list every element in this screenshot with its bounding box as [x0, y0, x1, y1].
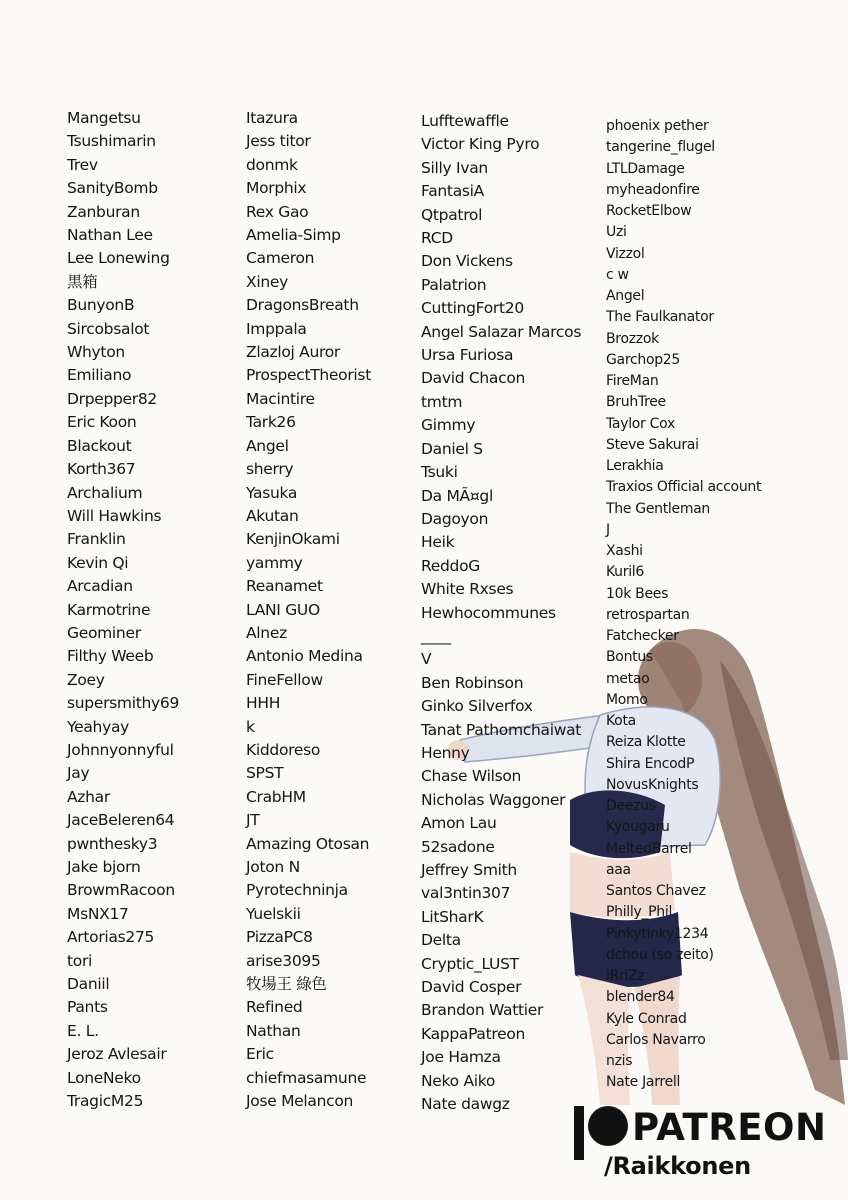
supporter-name: c w	[606, 266, 629, 283]
supporter-name: Traxios Official account	[606, 479, 762, 496]
supporter-name: J	[606, 521, 610, 538]
supporter-name: val3ntin307	[421, 884, 511, 903]
supporter-name: Jeffrey Smith	[421, 861, 517, 879]
supporter-name: Ben Robinson	[421, 673, 524, 692]
supporter-name: ProspectTheorist	[246, 366, 371, 385]
supporter-name: Lerakhia	[606, 458, 664, 474]
supporter-name: Daniel S	[421, 439, 483, 458]
supporter-name: Daniil	[67, 975, 110, 994]
supporter-name: Sircobsalot	[67, 319, 150, 338]
supporter-name: Tark26	[246, 413, 296, 432]
supporter-name: LitSharK	[421, 907, 484, 926]
supporter-name: LTLDamage	[606, 160, 685, 177]
supporter-name: Henny	[421, 743, 470, 762]
supporter-name: SPST	[246, 764, 284, 783]
supporter-name: Pyrotechninja	[246, 881, 348, 900]
supporter-name: Amazing Otosan	[246, 834, 370, 853]
supporter-name: DragonsBreath	[246, 296, 359, 315]
supporter-name: Nate dawgz	[421, 1095, 510, 1114]
supporter-name: Reiza Klotte	[606, 734, 686, 751]
supporter-name: MeltedBarrel	[606, 840, 692, 857]
supporter-name: Trev	[67, 155, 98, 174]
patreon-brand	[572, 1102, 832, 1192]
supporter-name: supersmithy69	[67, 694, 180, 713]
supporter-name: Angel	[246, 436, 289, 455]
supporter-name: Yasuka	[246, 483, 298, 502]
supporter-name: nzis	[606, 1053, 633, 1069]
supporter-name: Taylor Cox	[606, 415, 675, 432]
supporter-name: Gimmy	[421, 416, 476, 435]
supporter-name: Cameron	[246, 249, 315, 268]
supporter-name: Karmotrine	[67, 600, 151, 619]
supporter-name: 10k Bees	[606, 585, 669, 602]
supporter-name: Kiddoreso	[246, 740, 321, 759]
supporter-name: Chase Wilson	[421, 767, 522, 786]
supporter-name: Rex Gao	[246, 202, 309, 221]
supporter-name: aaa	[606, 861, 631, 878]
supporter-name: Alnez	[246, 623, 287, 642]
supporter-name: Kuril6	[606, 564, 644, 581]
supporter-name: Da MÃ¤gl	[421, 486, 493, 505]
supporter-name: myheadonfire	[606, 181, 700, 198]
supporter-name: TragicM25	[67, 1092, 144, 1111]
supporter-name: Morphix	[246, 179, 307, 198]
supporter-name: Amon Lau	[421, 814, 497, 833]
supporter-name: JaceBeleren64	[67, 811, 175, 830]
supporter-name: Kyle Conrad	[606, 1010, 687, 1027]
supporter-name: dchou (so zeito)	[606, 946, 714, 963]
supporter-name: Itazura	[246, 109, 298, 127]
supporter-name: iRriZz	[606, 968, 645, 984]
supporter-name: CrabHM	[246, 787, 306, 806]
supporter-name: Amelia-Simp	[246, 226, 341, 245]
supporter-name: Yuelskii	[246, 904, 301, 923]
supporter-name: Xashi	[606, 543, 643, 559]
supporter-name: White Rxses	[421, 580, 514, 599]
supporter-name: JT	[246, 811, 260, 830]
supporter-name: PizzaPC8	[246, 928, 313, 947]
supporter-name: Jake bjorn	[67, 858, 141, 876]
supporter-name: Eric	[246, 1045, 274, 1064]
supporter-name: Drpepper82	[67, 389, 157, 408]
supporter-name: The Faulkanator	[606, 309, 714, 326]
supporter-name: k	[246, 717, 255, 736]
supporter-name: Tsushimarin	[67, 132, 156, 151]
supporter-name: Deezus	[606, 798, 656, 814]
supporter-name: tangerine_flugel	[606, 139, 715, 156]
supporter-name: Philly_Phil	[606, 904, 673, 921]
supporter-column-2	[246, 107, 371, 1113]
supporter-name: Bontus	[606, 649, 653, 666]
supporter-name: Archalium	[67, 483, 143, 502]
supporter-name: Will Hawkins	[67, 506, 162, 525]
supporter-name: KenjinOkami	[246, 530, 340, 549]
supporter-name: NovusKnights	[606, 776, 699, 793]
supporter-name: The Gentleman	[606, 500, 711, 517]
supporter-name: Victor King Pyro	[421, 135, 540, 154]
supporter-name: Cryptic_LUST	[421, 954, 519, 973]
supporter-name: Artorias275	[67, 928, 155, 947]
supporter-name: BunyonB	[67, 296, 135, 315]
supporter-name: blender84	[606, 989, 675, 1006]
supporter-name: chiefmasamune	[246, 1068, 367, 1087]
supporter-name: Emiliano	[67, 366, 132, 385]
supporter-name: Pants	[67, 998, 108, 1017]
supporter-column-3	[421, 110, 581, 1116]
supporter-name: Shira EncodP	[606, 755, 695, 772]
supporter-name: Johnnyonnyful	[67, 740, 174, 759]
supporter-name: Jeroz Avlesair	[67, 1045, 167, 1064]
supporter-name: Brandon Wattier	[421, 1001, 544, 1020]
supporter-name: Qtpatrol	[421, 205, 483, 224]
supporter-column-1	[67, 107, 179, 1113]
supporter-name: Delta	[421, 931, 461, 950]
brand-handle: /Raikkonen	[604, 1152, 751, 1180]
supporter-name: FineFellow	[246, 670, 323, 689]
supporter-name: Filthy Weeb	[67, 647, 154, 666]
supporter-name: Palatrion	[421, 275, 487, 294]
supporter-name: Zoey	[67, 670, 105, 689]
supporter-name: Imppala	[246, 319, 307, 338]
supporter-name: KappaPatreon	[421, 1024, 526, 1043]
supporter-name: Jose Melancon	[246, 1092, 354, 1111]
supporter-name: Eric Koon	[67, 413, 137, 432]
supporter-name: David Cosper	[421, 978, 522, 997]
supporter-name: Joe Hamza	[421, 1048, 501, 1067]
supporter-name: Heik	[421, 533, 455, 552]
supporter-name: Azhar	[67, 787, 110, 806]
supporter-name: Pinkytinky1234	[606, 925, 709, 942]
supporter-name: phoenix pether	[606, 118, 709, 134]
supporter-name: sherry	[246, 460, 294, 479]
supporter-name: Carlos Navarro	[606, 1031, 706, 1048]
supporter-name: Nate Jarrell	[606, 1074, 681, 1091]
supporter-name: Blackout	[67, 436, 132, 455]
supporter-name: arise3095	[246, 951, 321, 970]
supporter-name: tmtm	[421, 392, 463, 411]
supporter-name: Korth367	[67, 460, 136, 479]
supporter-name: Silly Ivan	[421, 158, 488, 177]
supporter-name: Don Vickens	[421, 252, 513, 271]
brand-name: PATREON	[632, 1106, 827, 1149]
supporter-name: Ursa Furiosa	[421, 346, 514, 365]
supporter-name: Kyougaru	[606, 819, 670, 836]
supporter-name: Brozzok	[606, 330, 659, 347]
supporter-name: V	[421, 650, 432, 669]
supporter-name: Zlazloj Auror	[246, 343, 340, 362]
supporter-name: Uzi	[606, 224, 627, 241]
supporter-name: BruhTree	[606, 394, 666, 411]
supporter-name: retrospartan	[606, 606, 690, 623]
supporter-name: Macintire	[246, 389, 315, 408]
supporter-name: FantasiA	[421, 182, 484, 201]
supporter-name: pwnthesky3	[67, 834, 158, 853]
supporter-name: Geominer	[67, 623, 141, 642]
supporter-name: David Chacon	[421, 369, 526, 388]
supporter-name: Yeahyay	[67, 717, 130, 736]
supporter-name: Lee Lonewing	[67, 249, 170, 268]
supporter-name: FireMan	[606, 373, 659, 389]
supporter-name: Mangetsu	[67, 109, 141, 127]
supporter-name: Nathan	[246, 1021, 301, 1040]
supporter-name: Vizzol	[606, 245, 645, 262]
supporter-name: Franklin	[67, 530, 126, 549]
supporter-name: Dagoyon	[421, 509, 489, 528]
supporter-name: 牧場王 綠色	[246, 975, 327, 994]
supporter-name: LANI GUO	[246, 600, 320, 619]
supporter-name: ReddoG	[421, 556, 480, 575]
supporter-name: Garchop25	[606, 351, 681, 368]
supporter-name: MsNX17	[67, 904, 129, 923]
supporter-name: Angel	[606, 288, 645, 304]
supporter-name: Refined	[246, 998, 303, 1017]
supporter-name: Nicholas Waggoner	[421, 790, 566, 809]
supporter-name: ____	[421, 626, 451, 645]
supporter-name: CuttingFort20	[421, 299, 524, 318]
supporter-name: Tanat Pathomchaiwat	[421, 720, 582, 739]
supporter-name: 黒箱	[67, 272, 98, 291]
supporter-name: Antonio Medina	[246, 647, 363, 666]
supporter-name: Zanburan	[67, 202, 140, 221]
supporter-name: Nathan Lee	[67, 226, 153, 245]
supporter-name: Kevin Qi	[67, 553, 129, 572]
supporter-name: tori	[67, 951, 93, 970]
supporter-name: Steve Sakurai	[606, 436, 699, 453]
supporter-name: 52sadone	[421, 837, 495, 856]
supporter-name: Kota	[606, 713, 636, 729]
supporter-name: Momo	[606, 691, 648, 708]
supporter-name: Xiney	[246, 272, 288, 291]
supporter-name: Whyton	[67, 343, 125, 362]
supporter-name: Santos Chavez	[606, 883, 706, 899]
supporter-name: donmk	[246, 155, 298, 174]
supporter-name: Angel Salazar Marcos	[421, 322, 582, 341]
supporter-name: RCD	[421, 229, 453, 248]
supporter-name: metao	[606, 670, 650, 687]
supporter-name: Jay	[67, 764, 90, 783]
supporter-name: Neko Aiko	[421, 1071, 496, 1090]
supporter-name: Reanamet	[246, 577, 323, 596]
supporter-name: E. L.	[67, 1021, 99, 1040]
supporter-name: Ginko Silverfox	[421, 697, 533, 716]
supporter-name: Jess titor	[246, 132, 311, 151]
supporter-name: SanityBomb	[67, 179, 158, 198]
supporter-name: Fatchecker	[606, 628, 679, 644]
supporter-name: HHH	[246, 694, 281, 713]
supporter-name: RocketElbow	[606, 203, 692, 219]
supporter-name: Akutan	[246, 506, 299, 525]
supporter-name: Joton N	[246, 858, 300, 876]
supporter-name: LoneNeko	[67, 1068, 141, 1087]
supporter-name: Hewhocommunes	[421, 603, 556, 622]
supporter-column-4	[606, 116, 761, 1094]
supporter-name: Arcadian	[67, 577, 133, 596]
supporter-name: yammy	[246, 553, 303, 572]
supporter-name: Tsuki	[421, 463, 458, 482]
supporter-name: Lufftewaffle	[421, 112, 509, 130]
supporter-name: BrowmRacoon	[67, 881, 175, 900]
